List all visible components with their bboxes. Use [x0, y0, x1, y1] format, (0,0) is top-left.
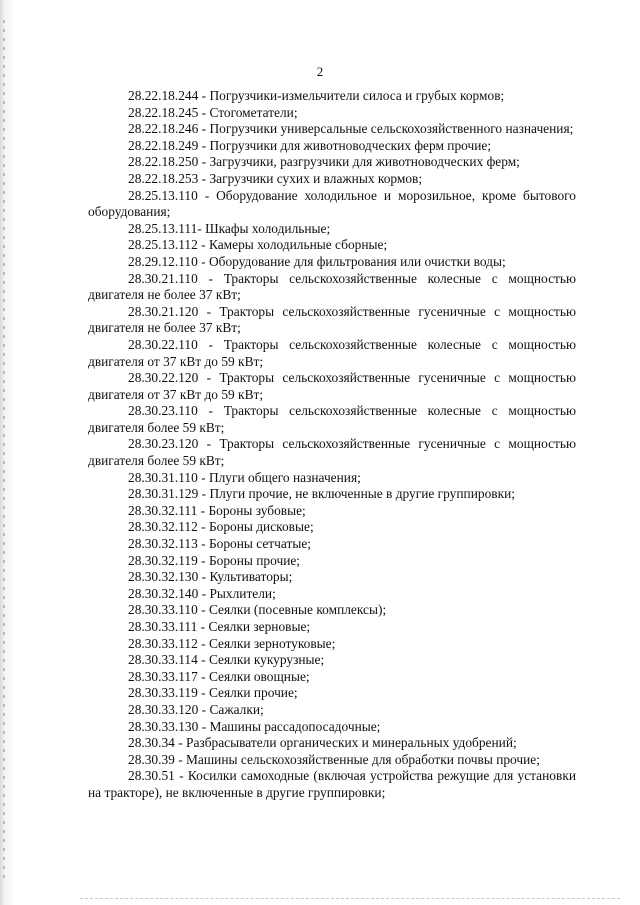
list-item: 28.25.13.110 - Оборудование холодильное и морозильное, кроме бытового оборудования;	[88, 187, 576, 220]
list-item: 28.30.39 - Машины сельскохозяйственные для обработки почвы прочие;	[128, 751, 540, 767]
list-item: 28.30.32.119 - Бороны прочие;	[128, 552, 301, 568]
list-item: 28.25.13.112 - Камеры холодильные сборные;	[128, 237, 388, 253]
list-item: 28.30.33.112 - Сеялки зернотуковые;	[128, 635, 336, 651]
list-item: 28.30.23.120 - Тракторы сельскохозяйственные гусеничные с мощностью двигателя более 59 кВт;	[88, 436, 576, 469]
list-item: 28.30.32.111 - Бороны зубовые;	[128, 502, 306, 518]
list-item: 28.30.21.120 - Тракторы сельскохозяйственные гусеничные с мощностью двигателя не более 37 кВт;	[88, 303, 576, 336]
list-item: 28.25.13.111- Шкафы холодильные;	[128, 220, 331, 236]
list-item: 28.22.18.253 - Загрузчики сухих и влажных кормов;	[128, 170, 423, 186]
list-item: 28.22.18.246 - Погрузчики универсальные сельскохозяйственного назначения;	[128, 121, 574, 137]
scan-edge-artifact	[0, 0, 14, 905]
scan-bottom-artifact	[80, 897, 620, 899]
list-item: 28.30.33.119 - Сеялки прочие;	[128, 685, 298, 701]
list-item: 28.30.32.113 - Бороны сетчатые;	[128, 536, 311, 552]
list-item: 28.30.33.120 - Сажалки;	[128, 701, 264, 717]
list-item: 28.22.18.245 - Стогометатели;	[128, 104, 298, 120]
list-item: 28.30.31.129 - Плуги прочие, не включенные в другие группировки;	[128, 486, 515, 502]
list-item: 28.30.33.114 - Сеялки кукурузные;	[128, 652, 325, 668]
list-item: 28.30.34 - Разбрасыватели органических и минеральных удобрений;	[128, 735, 517, 751]
list-item: 28.22.18.244 - Погрузчики-измельчители силоса и грубых кормов;	[128, 88, 505, 103]
page-number: 2	[316, 64, 324, 79]
list-item: 28.30.31.110 - Плуги общего назначения;	[128, 469, 361, 485]
list-item: 28.30.33.130 - Машины рассадопосадочные;	[128, 718, 381, 734]
list-item: 28.30.33.117 - Сеялки овощные;	[128, 668, 310, 684]
okpd-code-list	[88, 88, 576, 802]
list-item: 28.30.21.110 - Тракторы сельскохозяйственные колесные с мощностью двигателя не более 37 кВт;	[88, 270, 576, 303]
list-item: 28.29.12.110 - Оборудование для фильтрования или очистки воды;	[128, 253, 506, 269]
list-item: 28.22.18.249 - Погрузчики для животноводческих ферм прочие;	[128, 137, 492, 153]
list-item: 28.30.22.120 - Тракторы сельскохозяйственные гусеничные с мощностью двигателя от 37 кВт до 59 кВт;	[88, 370, 576, 402]
list-item: 28.30.32.140 - Рыхлители;	[128, 585, 276, 601]
list-item: 28.30.32.130 - Культиваторы;	[128, 569, 293, 585]
list-item: 28.30.22.110 - Тракторы сельскохозяйственные колесные с мощностью двигателя от 37 кВт до 59 кВт;	[88, 336, 576, 369]
list-item: 28.30.51 - Косилки самоходные (включая устройства режущие для установки на тракторе), не включенные в другие группировки;	[88, 768, 576, 800]
list-item: 28.30.32.112 - Бороны дисковые;	[128, 519, 314, 535]
list-item: 28.30.33.110 - Сеялки (посевные комплексы);	[128, 602, 387, 618]
list-item: 28.30.23.110 - Тракторы сельскохозяйственные колесные с мощностью двигателя более 59 кВт;	[88, 403, 576, 435]
list-item: 28.30.33.111 - Сеялки зерновые;	[128, 619, 311, 634]
list-item: 28.22.18.250 - Загрузчики, разгрузчики для животноводческих ферм;	[128, 154, 520, 170]
